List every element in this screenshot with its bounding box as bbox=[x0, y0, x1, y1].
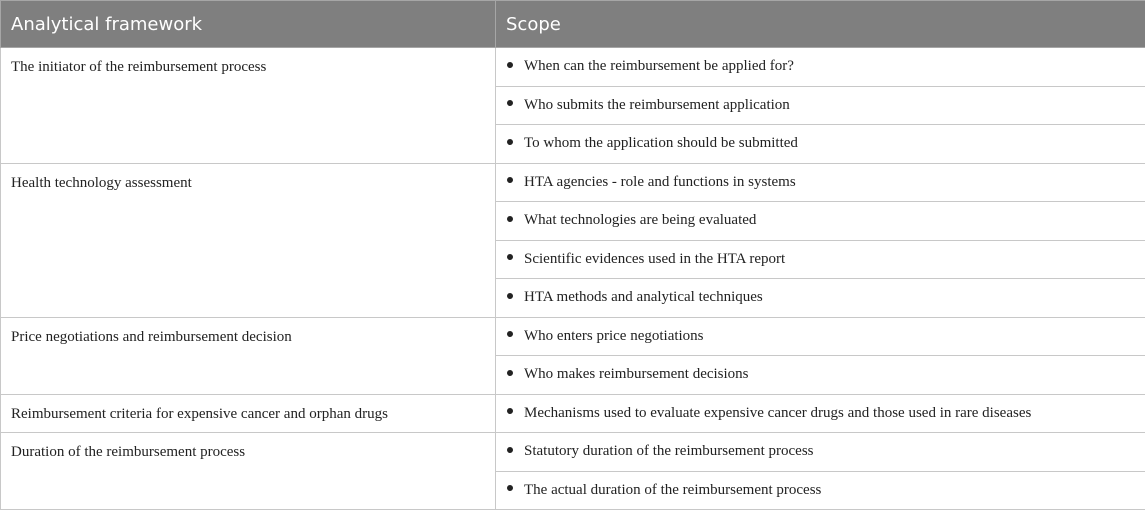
scope-cell bbox=[496, 394, 1145, 433]
scope-cell bbox=[496, 279, 1145, 318]
scope-text: To whom the application should be submitted bbox=[524, 135, 798, 152]
bullet-icon bbox=[507, 485, 513, 491]
bullet-icon bbox=[507, 293, 513, 299]
framework-cell: Price negotiations and reimbursement decision bbox=[1, 317, 496, 394]
scope-cell bbox=[496, 125, 1145, 164]
scope-cell bbox=[496, 471, 1145, 510]
header-row bbox=[1, 1, 1145, 48]
scope-cell bbox=[496, 317, 1145, 356]
scope-text: Mechanisms used to evaluate expensive cancer drugs and those used in rare diseases bbox=[524, 404, 1032, 421]
bullet-icon bbox=[507, 447, 513, 453]
framework-cell: The initiator of the reimbursement process bbox=[1, 48, 496, 164]
bullet-icon bbox=[507, 216, 513, 222]
scope-text: Who submits the reimbursement application bbox=[524, 96, 790, 113]
scope-text: Who makes reimbursement decisions bbox=[524, 366, 749, 383]
table-row bbox=[1, 317, 1145, 356]
scope-text: HTA agencies - role and functions in systems bbox=[524, 173, 796, 190]
bullet-icon bbox=[507, 254, 513, 260]
scope-text: HTA methods and analytical techniques bbox=[524, 289, 763, 306]
scope-text: What technologies are being evaluated bbox=[524, 212, 757, 229]
scope-cell bbox=[496, 86, 1145, 125]
header-analytical-framework: Analytical framework bbox=[1, 1, 496, 48]
scope-cell bbox=[496, 202, 1145, 241]
scope-text: The actual duration of the reimbursement process bbox=[524, 481, 822, 498]
framework-cell: Health technology assessment bbox=[1, 163, 496, 317]
bullet-icon bbox=[507, 331, 513, 337]
scope-text: Who enters price negotiations bbox=[524, 327, 704, 344]
table-row bbox=[1, 163, 1145, 202]
scope-cell bbox=[496, 356, 1145, 395]
bullet-icon bbox=[507, 139, 513, 145]
table-row bbox=[1, 48, 1145, 87]
scope-cell bbox=[496, 48, 1145, 87]
bullet-icon bbox=[507, 177, 513, 183]
scope-text: Statutory duration of the reimbursement process bbox=[524, 443, 814, 460]
scope-cell bbox=[496, 433, 1145, 472]
framework-cell: Reimbursement criteria for expensive cancer and orphan drugs bbox=[1, 394, 496, 433]
framework-cell: Duration of the reimbursement process bbox=[1, 433, 496, 510]
table-row bbox=[1, 433, 1145, 472]
scope-cell bbox=[496, 163, 1145, 202]
table-header bbox=[1, 1, 1145, 48]
scope-cell bbox=[496, 240, 1145, 279]
scope-text: When can the reimbursement be applied for? bbox=[524, 58, 794, 75]
header-scope: Scope bbox=[496, 1, 1145, 48]
scope-text: Scientific evidences used in the HTA report bbox=[524, 250, 786, 267]
bullet-icon bbox=[507, 62, 513, 68]
bullet-icon bbox=[507, 370, 513, 376]
table-body bbox=[1, 48, 1145, 510]
bullet-icon bbox=[507, 100, 513, 106]
bullet-icon bbox=[507, 408, 513, 414]
table-row bbox=[1, 394, 1145, 433]
